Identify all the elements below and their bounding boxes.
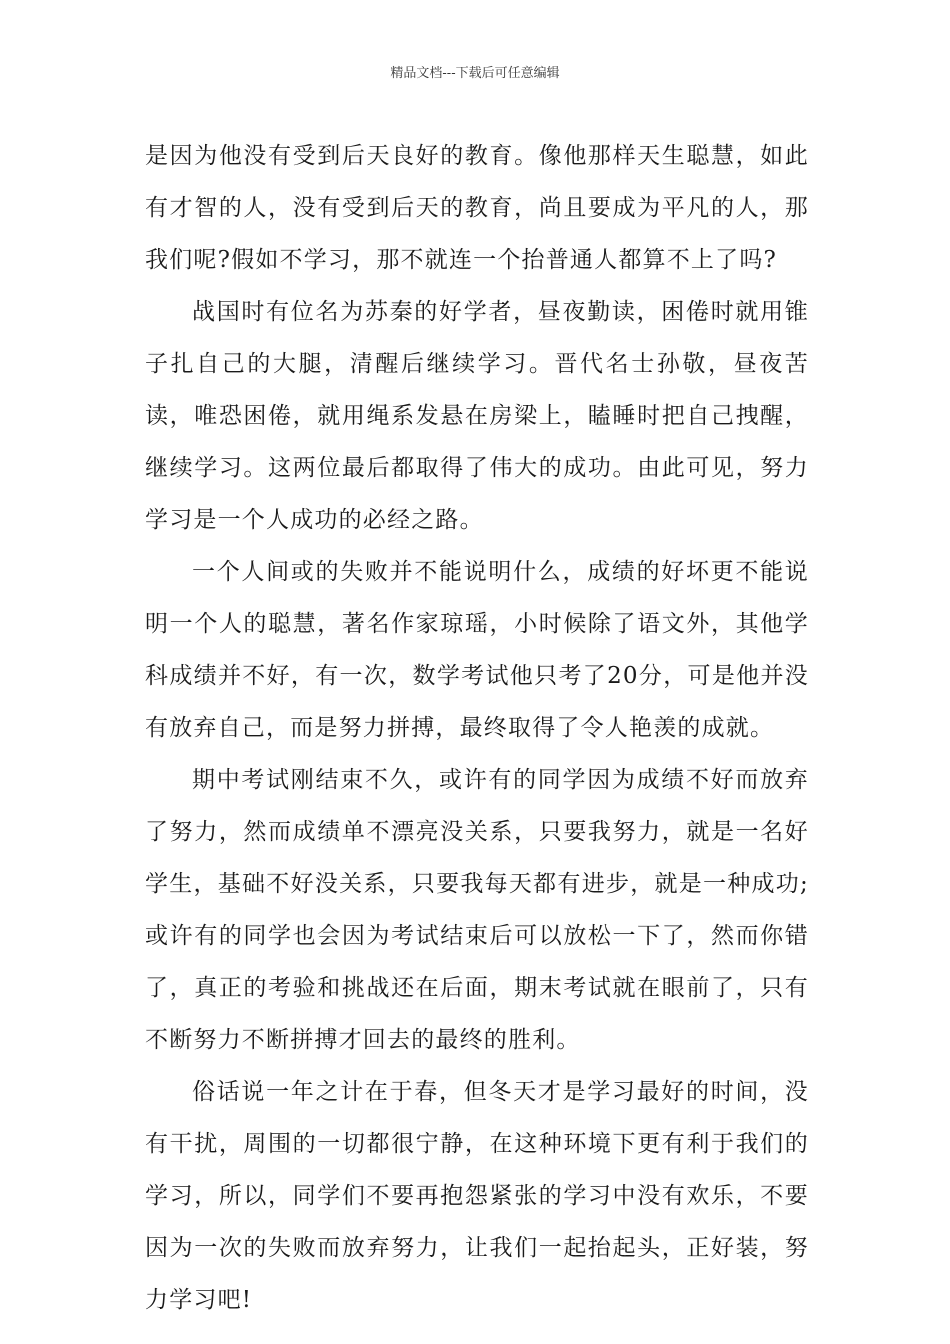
paragraph-winter-study: 俗话说一年之计在于春，但冬天才是学习最好的时间，没有干扰，周围的一切都很宁静，在这种环境下更有利于我们的学习，所以，同学们不要再抱怨紧张的学习中没有欢乐，不要因为一次的失败而放弃努力，让我们一起抬起头，正好装，努力学习吧!: [145, 1079, 809, 1313]
paragraph-continued: 是因为他没有受到后天良好的教育。像他那样天生聪慧，如此有才智的人，没有受到后天的教育，尚且要成为平凡的人，那我们呢?假如不学习，那不就连一个抬普通人都算不上了吗?: [145, 143, 809, 273]
paragraph-suqin-sunjing: 战国时有位名为苏秦的好学者，昼夜勤读，困倦时就用锥子扎自己的大腿，清醒后继续学习。晋代名士孙敬，昼夜苦读，唯恐困倦，就用绳系发悬在房梁上，瞌睡时把自己拽醒，继续学习。这两位最后都取得了伟大的成功。由此可见，努力学习是一个人成功的必经之路。: [145, 299, 809, 533]
document-body: [145, 130, 809, 1326]
paragraph-qiongyao: 一个人间或的失败并不能说明什么，成绩的好坏更不能说明一个人的聪慧，著名作家琼瑶，小时候除了语文外，其他学科成绩并不好，有一次，数学考试他只考了20分，可是他并没有放弃自己，而是努力拼搏，最终取得了令人艳羡的成就。: [145, 559, 809, 741]
page-header: 精品文档---下载后可任意编辑: [390, 66, 560, 81]
paragraph-midterm-exam: 期中考试刚结束不久，或许有的同学因为成绩不好而放弃了努力，然而成绩单不漂亮没关系，只要我努力，就是一名好学生，基础不好没关系，只要我每天都有进步，就是一种成功;或许有的同学也会因为考试结束后可以放松一下了，然而你错了，真正的考验和挑战还在后面，期末考试就在眼前了，只有不断努力不断拼搏才回去的最终的胜利。: [145, 767, 809, 1053]
